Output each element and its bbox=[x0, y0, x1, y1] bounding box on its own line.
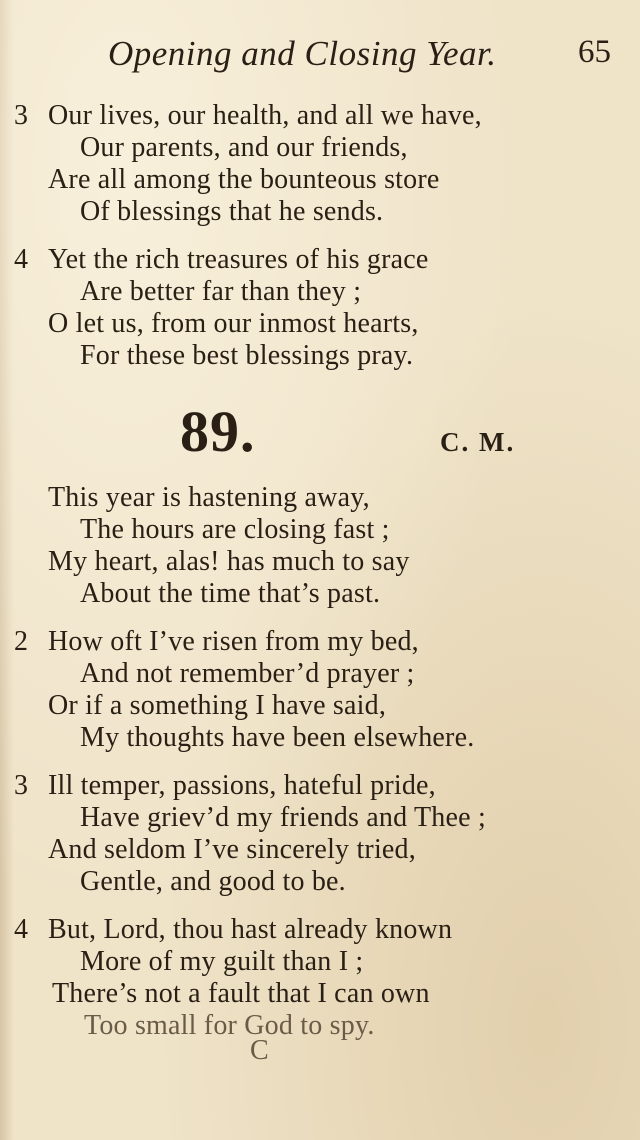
running-title: Opening and Closing Year. bbox=[108, 34, 497, 73]
verse-line: My thoughts have been elsewhere. bbox=[80, 722, 475, 753]
verse-line: There’s not a fault that I can own bbox=[52, 978, 430, 1009]
stanza-number: 3 bbox=[14, 100, 28, 131]
verse-line: More of my guilt than I ; bbox=[80, 946, 364, 977]
verse-line: Gentle, and good to be. bbox=[80, 866, 346, 897]
verse-line: Are better far than they ; bbox=[80, 276, 362, 307]
page-number: 65 bbox=[578, 34, 611, 70]
verse-line: Yet the rich treasures of his grace bbox=[48, 244, 429, 275]
stanza-number: 4 bbox=[14, 244, 28, 275]
verse-line: And not remember’d prayer ; bbox=[80, 658, 415, 689]
verse-line: Or if a something I have said, bbox=[48, 690, 387, 721]
signature-mark: C bbox=[250, 1035, 269, 1066]
stanza-number: 3 bbox=[14, 770, 28, 801]
verse-line: Have griev’d my friends and Thee ; bbox=[80, 802, 486, 833]
verse-line: How oft I’ve risen from my bed, bbox=[48, 626, 419, 657]
verse-line: Of blessings that he sends. bbox=[80, 196, 384, 227]
verse-line: Our lives, our health, and all we have, bbox=[48, 100, 482, 131]
verse-line: The hours are closing fast ; bbox=[80, 514, 390, 545]
verse-line: O let us, from our inmost hearts, bbox=[48, 308, 419, 339]
verse-line: Ill temper, passions, hateful pride, bbox=[48, 770, 436, 801]
stanza-number: 4 bbox=[14, 914, 28, 945]
hymn-number: 89. bbox=[180, 399, 256, 464]
stanza-number: 2 bbox=[14, 626, 28, 657]
verse-line: But, Lord, thou hast already known bbox=[48, 914, 453, 945]
hymn-meter: C. M. bbox=[440, 427, 516, 457]
verse-line: This year is hastening away, bbox=[48, 482, 370, 513]
verse-line: Too small for God to spy. bbox=[84, 1010, 375, 1041]
verse-line: And seldom I’ve sincerely tried, bbox=[48, 834, 416, 865]
verse-line: My heart, alas! has much to say bbox=[48, 546, 410, 577]
verse-line: About the time that’s past. bbox=[80, 578, 381, 609]
verse-line: Are all among the bounteous store bbox=[48, 164, 440, 195]
verse-line: Our parents, and our friends, bbox=[80, 132, 408, 163]
verse-line: For these best blessings pray. bbox=[80, 340, 414, 371]
